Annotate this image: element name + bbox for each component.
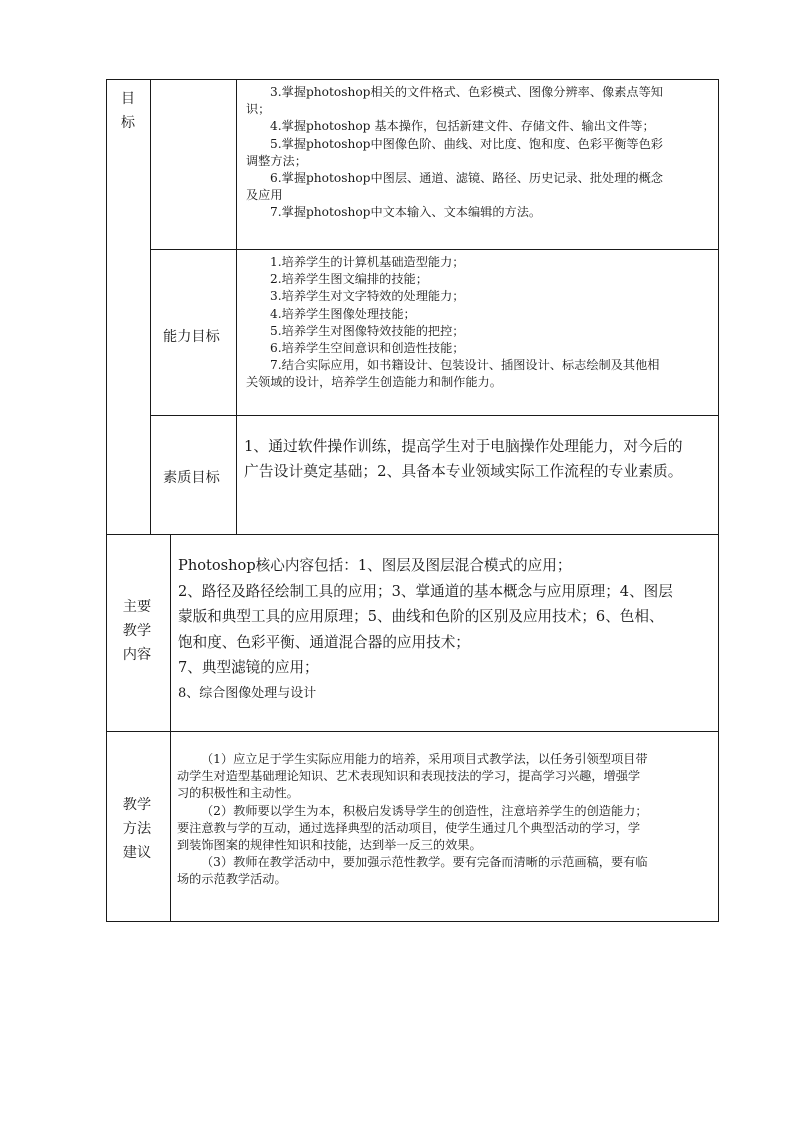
- quality-objectives-label: 素质目标: [163, 470, 220, 486]
- knowledge-line: 7.掌握photoshop中文本输入、文本编辑的方法。: [270, 205, 542, 220]
- methods-section-label: 教学 方法 建议: [122, 797, 152, 861]
- content-line: 饱和度、色彩平衡、通道混合器的应用技术；: [178, 633, 470, 651]
- knowledge-line: 3.掌握photoshop相关的文件格式、色彩模式、图像分辨率、像素点等知: [270, 85, 663, 99]
- methods-line: 要注意教与学的互动，通过选择典型的活动项目，使学生通过几个典型活动的学习，学: [177, 820, 641, 835]
- ability-line: 3.培养学生对文字特效的处理能力；: [270, 289, 465, 304]
- methods-line: （2）教师要以学生为本，积极启发诱导学生的创造性，注意培养学生的创造能力；: [201, 803, 648, 818]
- knowledge-line: 4.掌握photoshop 基本操作，包括新建文件、存储文件、输出文件等；: [270, 119, 655, 134]
- ability-line: 5.培养学生对图像特效技能的把控；: [270, 323, 465, 338]
- knowledge-line: 及应用: [246, 188, 283, 203]
- table-right-border: [718, 79, 719, 922]
- content-line: 7、典型滤镜的应用；: [178, 659, 319, 676]
- content-line: 8、综合图像处理与设计: [178, 685, 317, 701]
- methods-line: 习的积极性和主动性。: [177, 786, 299, 801]
- quality-line: 1、通过软件操作训练，提高学生对于电脑操作处理能力，对今后的: [244, 438, 683, 455]
- content-text: [178, 553, 673, 706]
- ability-line: 2.培养学生图文编排的技能；: [270, 272, 428, 287]
- ability-line: 7.结合实际应用，如书籍设计、包装设计、插图设计、标志绘制及其他相: [270, 358, 660, 373]
- objectives-divider-2: [236, 79, 237, 534]
- ability-line: 4.培养学生图像处理技能；: [270, 306, 416, 321]
- content-line: Photoshop核心内容包括：1、图层及图层混合模式的应用；: [178, 557, 572, 574]
- content-line: 2、路径及路径绘制工具的应用；3、掌通道的基本概念与应用原理；4、图层: [178, 582, 673, 600]
- knowledge-line: 调整方法；: [246, 153, 307, 168]
- row-divider-objectives-content: [106, 534, 719, 535]
- row-divider-ability-quality: [150, 415, 719, 416]
- objectives-side-label: 目 标: [120, 91, 136, 131]
- content-section-label: 主要 教学 内容: [122, 599, 152, 663]
- objectives-divider-1: [150, 79, 151, 534]
- quality-line: 广告设计奠定基础；2、具备本专业领域实际工作流程的专业素质。: [244, 462, 683, 480]
- knowledge-line: 识；: [246, 102, 271, 117]
- ability-objectives-label: 能力目标: [163, 329, 220, 345]
- methods-line: 场的示范教学活动。: [177, 872, 287, 887]
- row-divider-content-methods: [106, 731, 719, 732]
- methods-line: 动学生对造型基础理论知识、艺术表现知识和表现技法的学习，提高学习兴趣，增强学: [177, 769, 641, 784]
- table-top-border: [106, 79, 719, 80]
- table-left-border: [106, 79, 107, 922]
- quality-objectives-text: [244, 435, 683, 484]
- table-bottom-border: [106, 921, 719, 922]
- ability-objectives-text: [246, 254, 659, 392]
- methods-line: 到装饰图案的规律性知识和技能，达到举一反三的效果。: [177, 838, 482, 853]
- ability-line: 6.培养学生空间意识和创造性技能；: [270, 341, 465, 356]
- knowledge-line: 6.掌握photoshop中图层、通道、滤镜、路径、历史记录、批处理的概念: [270, 171, 663, 186]
- methods-text: [177, 751, 648, 889]
- methods-line: （1）应立足于学生实际应用能力的培养，采用项目式教学法，以任务引领型项目带: [201, 752, 648, 766]
- knowledge-objectives-text: [246, 84, 663, 222]
- knowledge-line: 5.掌握photoshop中图像色阶、曲线、对比度、饱和度、色彩平衡等色彩: [270, 136, 663, 151]
- ability-line: 关领域的设计，培养学生创造能力和制作能力。: [246, 375, 502, 390]
- content-line: 蒙版和典型工具的应用原理；5、曲线和色阶的区别及应用技术；6、色相、: [178, 608, 664, 625]
- content-divider: [170, 534, 171, 922]
- ability-line: 1.培养学生的计算机基础造型能力；: [270, 255, 465, 269]
- methods-line: （3）教师在教学活动中，要加强示范性教学。要有完备而清晰的示范画稿，要有临: [201, 855, 648, 870]
- row-divider-knowledge-ability: [150, 249, 719, 250]
